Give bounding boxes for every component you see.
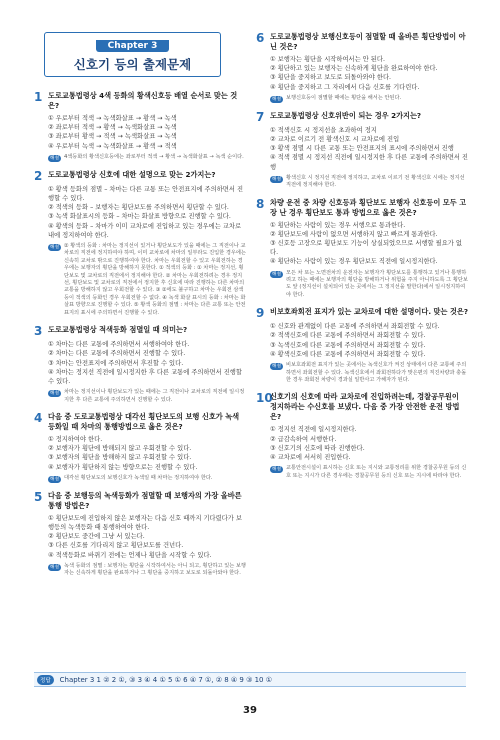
option-list <box>48 114 246 151</box>
option-item: ① 우로부터 적색 → 녹색화살표 → 황색 → 녹색 <box>48 115 177 122</box>
answer-badge: 정답 <box>37 675 54 685</box>
option-item: ② 횡단보도 중간에 그냥 서 있는다. <box>48 533 145 541</box>
option-item: ③ 좌로부터 황색 → 적색 → 녹색화살표 → 녹색 <box>48 133 177 141</box>
question-text: 도로교통법령상 적색등화 점멸일 때 의미는? <box>48 325 188 335</box>
question-text: 도로교통법령상 보행신호등이 점멸할 때 올바른 횡단방법이 아닌 것은? <box>270 32 466 51</box>
option-item: ① 횡단보도에 진입하지 않은 보행자는 다음 신호 때까지 기다렸다가 보행등의 녹색등화 때 통행하여야 한다. <box>48 514 242 531</box>
question-item <box>34 170 246 317</box>
option-item: ④ 횡단을 중지하고 그 자리에서 다음 신호를 기다린다. <box>270 83 420 91</box>
option-item: ② 횡단하고 있는 보행자는 신속하게 횡단을 완료하여야 한다. <box>270 65 438 73</box>
explanation-text: 모든 차 또는 노면전차의 운전자는 보행자가 횡단보도를 통행하고 있거나 통행하려고 하는 때에는 보행자의 횡단을 방해하거나 위험을 주지 아니하도록 그 횡단보도 앞 (정지선이 설치되어 있는 곳에서는 그 정지선을 말한다)에서 일시정지하여야 한다. <box>286 269 468 298</box>
explanation-icon: 해설 <box>271 176 282 182</box>
option-item: ③ 신호등 고장으로 횡단보도 기능이 상실되었으므로 서행할 필요가 없다. <box>270 240 462 257</box>
question-text: 다음 중 도로교통법령상 대각선 횡단보도의 보행 신호가 녹색 등화일 때 차마의 통행방법으로 옳은 것은? <box>48 411 240 431</box>
explanation-icon: 해설 <box>49 476 60 482</box>
option-item: ③ 다른 신호를 기다리지 않고 횡단보도를 건넌다. <box>48 542 184 550</box>
option-item: ④ 횡단하는 사람이 있는 경우 횡단보도 직전에 일시정지한다. <box>270 258 438 266</box>
option-item: ② 차마는 다른 교통에 주의하면서 진행할 수 있다. <box>48 350 186 358</box>
question-text: 차량 운전 중 차량 신호등과 횡단보도 보행자 신호등이 모두 고장 난 경우 횡단보도 통과 방법으로 옳은 것은? <box>270 197 467 217</box>
question-item <box>256 392 468 480</box>
option-item: ② 교차로 이르기 전 황색신호 시 교차로에 진입 <box>270 136 400 144</box>
question-item <box>256 111 468 190</box>
question-number: 9 <box>256 306 265 321</box>
question-head <box>34 91 246 111</box>
question-text: 신호기의 신호에 따라 교차로에 진입하려는데, 경찰공무원이 정지하라는 수신호를 보냈다. 다음 중 가장 안전한 운전 방법은? <box>270 392 460 422</box>
option-item: ④ 교차로에 서서히 진입한다. <box>270 453 351 461</box>
explanation <box>48 475 246 483</box>
option-item: ① 정지하여야 한다. <box>48 435 103 443</box>
explanation <box>270 175 468 190</box>
question-item <box>34 325 246 404</box>
option-list <box>270 221 468 267</box>
option-item: ① 황색 등화의 점멸 – 차마는 다른 교통 또는 안전표지에 주의하면서 진행할 수 있다. <box>48 185 244 203</box>
explanation-text: 차마는 정지선이나 횡단보도가 있는 때에는 그 직전이나 교차로의 직전에 일시정지한 후 다른 교통에 주의하면서 진행할 수 있다. <box>64 389 245 403</box>
explanation-icon: 해설 <box>271 364 282 370</box>
option-item: ① 신호와 관계없이 다른 교통에 주의하면서 좌회전할 수 있다. <box>270 323 440 331</box>
explanation-icon: 해설 <box>49 245 60 251</box>
question-number: 10 <box>256 391 273 406</box>
option-item: ④ 황색신호에 다른 교통에 주의하면서 좌회전할 수 있다. <box>270 350 426 358</box>
question-number: 4 <box>34 410 43 425</box>
question-item <box>34 491 246 578</box>
option-item: ① 차마는 다른 교통에 주의하면서 서행하여야 한다. <box>48 341 190 349</box>
question-text: 비보호좌회전 표지가 있는 교차로에 대한 설명이다. 맞는 것은? <box>270 307 468 317</box>
option-item: ③ 보행자의 횡단을 방해하지 않고 우회전할 수 있다. <box>48 454 192 462</box>
question-number: 2 <box>34 168 43 183</box>
option-item: ② 급감속하여 서행한다. <box>270 435 337 443</box>
question-number: 6 <box>256 31 265 45</box>
option-item: ④ 차마는 정지선 직전에 일시정지한 후 다른 교통에 주의하면서 진행할 수 있다. <box>48 368 242 385</box>
question-number: 1 <box>34 90 43 104</box>
explanation-icon: 해설 <box>49 391 60 397</box>
question-head <box>34 170 246 182</box>
chapter-header <box>44 32 221 77</box>
question-text: 도로교통법령상 신호위반이 되는 경우 2가지는? <box>270 110 422 120</box>
option-item: ④ 황색의 등화 – 차마가 이미 교차로에 진입하고 있는 경우에는 교차로 내에 정지하여야 한다. <box>48 222 242 239</box>
option-list <box>270 322 468 359</box>
question-head <box>256 32 468 52</box>
answer-bar <box>34 672 466 687</box>
explanation <box>48 389 246 404</box>
option-item: ② 횡단보도에 사람이 없으면 서행하지 않고 빠르게 통과한다. <box>270 230 438 238</box>
explanation-text: 교통안전시설이 표시하는 신호 또는 지시와 교통정리를 위한 경찰공무원 등의 신호 또는 지시가 다른 경우에는 경찰공무원 등의 신호 또는 지시에 따라야 한다. <box>286 465 467 479</box>
question-number: 5 <box>34 489 43 504</box>
question-item <box>256 198 468 300</box>
explanation-text: 대각선 횡단보도의 보행신호가 녹색일 때 차마는 정지하여야 한다. <box>64 474 213 481</box>
explanation-icon: 해설 <box>49 564 60 570</box>
question-item <box>256 32 468 103</box>
option-item: ② 적색의 등화 – 보행자는 횡단보도를 주의하면서 횡단할 수 있다. <box>48 204 229 212</box>
option-item: ④ 적색 점멸 시 정지선 직전에 일시정지한 후 다른 교통에 주의하면서 진행 <box>270 154 468 171</box>
option-item: ④ 보행자가 횡단하지 않는 방향으로는 진행할 수 있다. <box>48 463 198 471</box>
explanation <box>48 154 246 162</box>
option-item: ② 좌로부터 적색 → 황색 → 녹색화살표 → 녹색 <box>48 124 177 132</box>
question-head <box>256 392 468 422</box>
page-number: 39 <box>243 705 257 716</box>
option-item: ① 정지선 직전에 일시정지한다. <box>270 426 357 434</box>
option-item: ④ 우로부터 녹색 → 녹색화살표 → 황색 → 적색 <box>48 142 177 150</box>
option-list <box>270 425 468 462</box>
explanation-text: 황색신호 시 정지선 직전에 정지하고, 교차로 이르기 전 황색신호 시에는 정지선 직전에 정지해야 한다. <box>286 174 465 189</box>
option-item: ① 보행자는 횡단을 시작하여서는 안 된다. <box>270 56 385 63</box>
explanation-text: 보행신호등이 점멸할 때에는 횡단을 해서는 안된다. <box>286 94 402 101</box>
question-head <box>34 412 246 432</box>
option-item: ③ 신호기의 신호에 따라 진행한다. <box>270 444 365 452</box>
explanation-icon: 해설 <box>271 96 282 102</box>
explanation-text: 녹색 등화의 점멸 : 보행자는 횡단을 시작하여서는 아니 되고, 횡단하고 있는 보행자는 신속하게 횡단을 완료하거나 그 횡단을 중지하고 보도로 되돌아와야 한다. <box>64 562 246 577</box>
chapter-title: 신호기 등의 출제문제 <box>73 57 192 72</box>
question-item <box>256 307 468 384</box>
explanation-icon: 해설 <box>49 155 60 161</box>
option-list <box>270 55 468 92</box>
question-head <box>256 111 468 123</box>
option-list <box>48 185 246 240</box>
answer-text: Chapter 3 1 ② 2 ①, ③ 3 ④ 4 ① 5 ① 6 ④ 7 ①, ② 8 ④ 9 ③ 10 ① <box>59 675 273 684</box>
explanation-text: 비보호좌회전 표지가 있는 곳에서는 녹색신호가 켜진 상태에서 다른 교통에 주의하면서 좌회전할 수 있다. 녹색신호에서 좌회전하다가 맞은편의 직진차량과 충돌한 경우 좌회전 차량이 경과실 일반사고 가해자가 된다. <box>286 362 467 383</box>
explanation <box>48 563 246 578</box>
question-head <box>256 307 468 319</box>
option-item: ③ 녹색 화살표시의 등화 – 차마는 화살표 방향으로 진행할 수 있다. <box>48 213 231 221</box>
explanation-icon: 해설 <box>271 467 282 473</box>
question-head <box>34 491 246 511</box>
question-text: 도로교통법령상 신호에 대한 설명으로 맞는 2가지는? <box>48 169 216 179</box>
option-list <box>48 435 246 472</box>
left-column <box>34 32 246 586</box>
option-item: ① 횡단하는 사람이 있는 경우 서행으로 통과한다. <box>270 221 406 229</box>
explanation <box>270 465 468 480</box>
explanation <box>48 243 246 317</box>
explanation-text: ② 황색의 등화 : 차마는 정지선이 있거나 횡단보도가 있을 때에는 그 직전이나 교차로의 직전에 정지하여야 하며, 이미 교차로에 차마의 일부라도 진입한 경우에는 신속히 교차로 밖으로 진행하여야 한다. 차마는 우회전할 수 있고 우회전하는 경우에는 보행자의 횡단을 방해하지 못한다. ① 적색의 등화 : ① 차마는 정지선, 횡단보도 및 교차로의 직전에서 정지해야 한다. ② 차마는 우회전하려는 경우 정지선, 횡단보도 및 교차로의 직전에서 정지한 후 신호에 따라 진행하는 다른 차마의 교통을 방해하지 않고 우회전할 수 있다. ③ ②에도 불구하고 차마는 우회전 삼색등이 적색의 등화인 경우 우회전할 수 없다. ④ 녹색 화살 표시의 등화 : 차마는 화살표 방향으로 진행할 수 있다. ⑤ 황색 등화의 점멸 : 차마는 다른 교통 또는 안전표지의 표시에 주의하면서 진행할 수 있다. <box>64 243 246 316</box>
option-item: ③ 황색 점멸 시 다른 교통 또는 안전표지의 표시에 주의하면서 진행 <box>270 145 454 153</box>
option-item: ② 적색신호에 다른 교통에 주의하면서 좌회전할 수 있다. <box>270 332 426 340</box>
question-text: 도로교통법령상 4색 등화의 황색신호등 배열 순서로 맞는 것은? <box>48 91 238 110</box>
explanation <box>270 362 468 384</box>
option-list <box>270 126 468 172</box>
option-item: ① 적색신호 시 정지선을 초과하여 정지 <box>270 126 377 134</box>
question-item <box>34 412 246 483</box>
option-item: ④ 적색등화로 바뀌기 전에는 언제나 횡단을 시작할 수 있다. <box>48 551 212 559</box>
question-item <box>34 91 246 162</box>
explanation-text: 4색등화의 황색신호등에는 좌로부터 적색 → 황색 → 녹색화살표 → 녹색 순이다. <box>64 153 244 160</box>
option-list <box>48 340 246 386</box>
left-question-list <box>34 91 246 578</box>
option-item: ③ 횡단을 중지하고 보도로 되돌아와야 한다. <box>270 74 392 82</box>
option-list <box>48 514 246 560</box>
question-number: 7 <box>256 109 265 124</box>
option-item: ③ 녹색신호에 다른 교통에 주의하면서 좌회전할 수 있다. <box>270 341 426 349</box>
question-head <box>34 325 246 337</box>
explanation <box>270 270 468 300</box>
right-column <box>256 32 468 488</box>
question-text: 다음 중 보행등의 녹색등화가 점멸할 때 보행자의 가장 올바른 통행 방법은? <box>48 490 242 510</box>
question-number: 3 <box>34 324 43 339</box>
explanation-icon: 해설 <box>271 271 282 277</box>
right-question-list <box>256 32 468 480</box>
question-number: 8 <box>256 196 265 211</box>
chapter-tag: Chapter 3 <box>96 40 170 52</box>
explanation <box>270 95 468 103</box>
question-head <box>256 198 468 218</box>
option-item: ② 보행자가 횡단에 방해되지 않고 우회전할 수 있다. <box>48 445 192 453</box>
option-item: ③ 차마는 안전표지에 주의하면서 후진할 수 있다. <box>48 359 184 367</box>
